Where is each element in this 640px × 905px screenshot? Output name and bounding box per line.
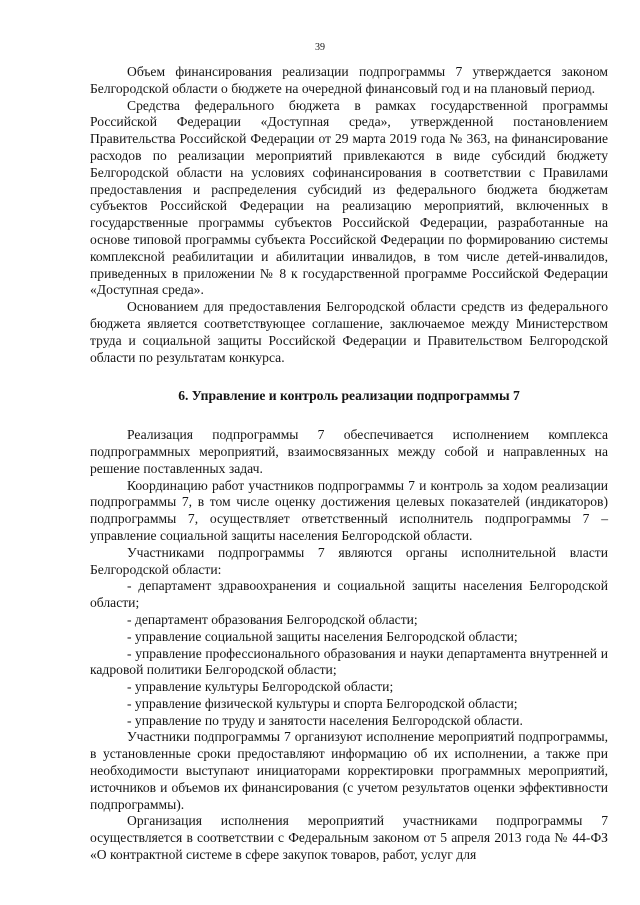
list-item: - управление социальной защиты населения Белгородской области;	[127, 628, 518, 644]
paragraph-implementation: Реализация подпрограммы 7 обеспечивается исполнением комплекса подпрограммных мероприятий, взаимосвязанных между собой и направленных на решение поставленных задач.	[90, 427, 608, 476]
list-item: - управление культуры Белгородской области;	[127, 679, 394, 695]
paragraph-federal-funds: Средства федерального бюджета в рамках государственной программы Российской Федерации «Доступная среда», утвержденной постановлением Правительства Российской Федерации от 29 марта 2019 года № 363, на финансирование расходов по реализации мероприятий привлекаются в виде субсидий бюджету Белгородской области на условиях софинансирования в соответствии с Правилами предоставления и распределения субсидий из федерального бюджета бюджетам субъектов Российской Федерации на реализацию мероприятий, включенных в государственные программы субъектов Российской Федерации, разработанные на основе типовой программы субъекта Российской Федерации по формированию системы комплексной реабилитации и абилитации инвалидов, в том числе детей-инвалидов, приведенных в приложении № 8 к государственной программе Российской Федерации «Доступная среда».	[90, 97, 608, 298]
document-body	[90, 64, 608, 864]
paragraph-procurement: Организация исполнения мероприятий участниками подпрограммы 7 осуществляется в соответствии с Федеральным законом от 5 апреля 2013 года № 44-ФЗ «О контрактной системе в сфере закупок товаров, работ, услуг для	[90, 813, 608, 863]
list-item: - управление профессионального образования и науки департамента внутренней и кадровой политики Белгородской области;	[90, 645, 608, 678]
paragraph-financing-volume: Объем финансирования реализации подпрограммы 7 утверждается законом Белгородской области о бюджете на очередной финансовый год и на плановый период.	[90, 64, 608, 96]
paragraph-agreement-basis: Основанием для предоставления Белгородской области средств из федерального бюджета является соответствующее соглашение, заключаемое между Министерством труда и социальной защиты Российской Федерации и Правительством Белгородской области по результатам конкурса.	[90, 299, 608, 365]
list-item: - управление физической культуры и спорта Белгородской области;	[127, 695, 518, 711]
list-item: - департамент здравоохранения и социальной защиты населения Белгородской области;	[90, 578, 608, 611]
paragraph-coordination: Координацию работ участников подпрограммы 7 и контроль за ходом реализации подпрограммы 7, в том числе оценку достижения целевых показателей (индикаторов) подпрограммы 7, осуществляет ответственный исполнитель подпрограммы 7 – управление социальной защиты населения Белгородской области.	[90, 477, 608, 543]
paragraph-participants-duties: Участники подпрограммы 7 организуют исполнение мероприятий подпрограммы, в установленные сроки предоставляют информацию об их исполнении, а также при необходимости выступают инициаторами корректировки программных мероприятий, источников и объемов их финансирования (с учетом результатов оценки эффективности подпрограммы).	[90, 729, 608, 812]
paragraph-participants-intro: Участниками подпрограммы 7 являются органы исполнительной власти Белгородской области:	[90, 544, 608, 577]
page-number: 39	[315, 42, 325, 53]
list-item: - департамент образования Белгородской области;	[127, 611, 418, 627]
section-heading: 6. Управление и контроль реализации подпрограммы 7	[178, 388, 520, 404]
list-item: - управление по труду и занятости населения Белгородской области.	[127, 712, 523, 728]
